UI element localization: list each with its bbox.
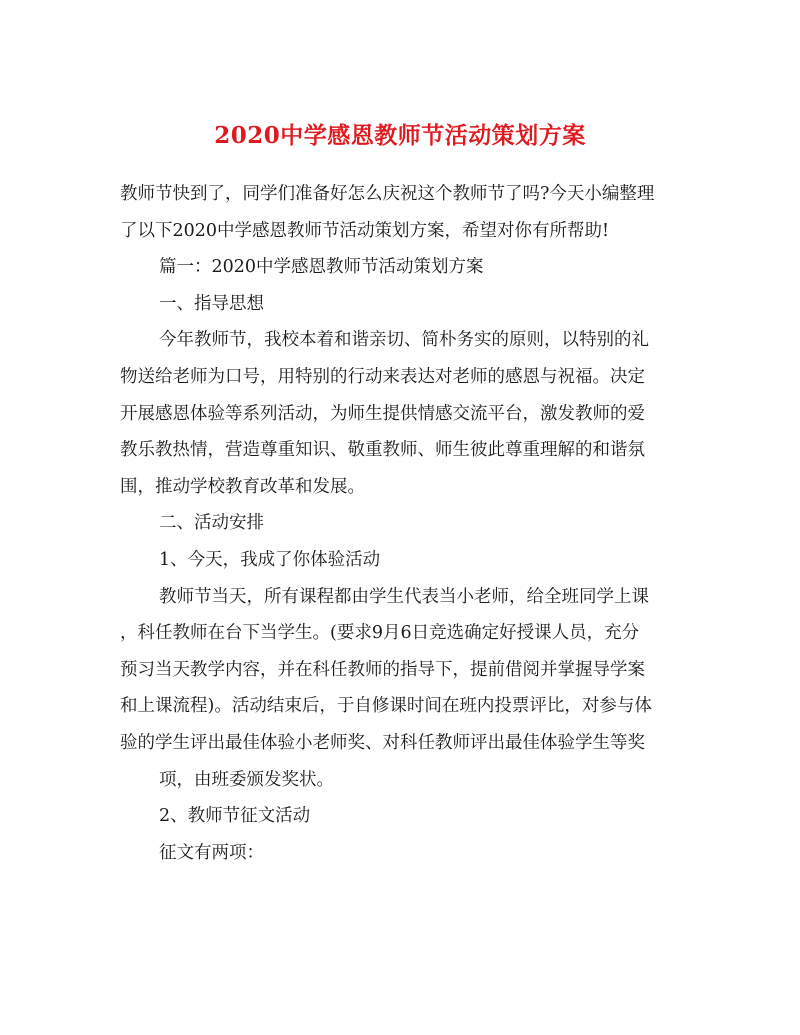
activity1-line-4: 和上课流程)。活动结束后，于自修课时间在班内投票评比，对参与体 <box>120 696 652 717</box>
intro-line-1: 教师节快到了，同学们准备好怎么庆祝这个教师节了吗?今天小编整理 <box>120 184 655 204</box>
activity1-paragraph <box>120 579 695 799</box>
section2-heading: 二、活动安排 <box>159 513 264 534</box>
activity2-heading: 2、教师节征文活动 <box>159 806 311 827</box>
intro-line-2: 了以下2020中学感恩教师节活动策划方案，希望对你有所帮助! <box>120 220 610 241</box>
activity1-line-1: 教师节当天，所有课程都由学生代表当小老师，给全班同学上课 <box>159 586 649 607</box>
section1-paragraph <box>120 322 695 505</box>
intro-paragraph <box>120 176 695 249</box>
activity1-line-6: 项，由班委颁发奖状。 <box>159 769 334 790</box>
document-title: 2020中学感恩教师节活动策划方案 <box>214 122 586 150</box>
activity1-heading: 1、今天，我成了你体验活动 <box>159 549 381 570</box>
section1-line-5: 围，推动学校教育改革和发展。 <box>120 476 365 497</box>
section1-heading: 一、指导思想 <box>159 293 264 314</box>
section1-line-4: 教乐教热情，营造尊重知识、敬重教师、师生彼此尊重理解的和谐氛 <box>120 440 645 461</box>
activity1-line-5: 验的学生评出最佳体验小老师奖、对科任教师评出最佳体验学生等奖 <box>120 732 645 753</box>
activity1-line-3: 预习当天教学内容，并在科任教师的指导下，提前借阅并掌握导学案 <box>120 659 645 680</box>
document-body <box>120 176 695 871</box>
activity2-paragraph: 征文有两项： <box>159 842 264 863</box>
section1-line-2: 物送给老师为口号，用特别的行动来表达对老师的感恩与祝福。决定 <box>120 366 645 387</box>
section1-line-3: 开展感恩体验等系列活动，为师生提供情感交流平台，激发教师的爱 <box>120 403 645 424</box>
part1-heading: 篇一：2020中学感恩教师节活动策划方案 <box>159 257 484 278</box>
activity1-line-2: ，科任教师在台下当学生。(要求9月6日竞选确定好授课人员，充分 <box>120 623 640 644</box>
section1-line-1: 今年教师节，我校本着和谐亲切、简朴务实的原则，以特别的礼 <box>159 330 649 351</box>
